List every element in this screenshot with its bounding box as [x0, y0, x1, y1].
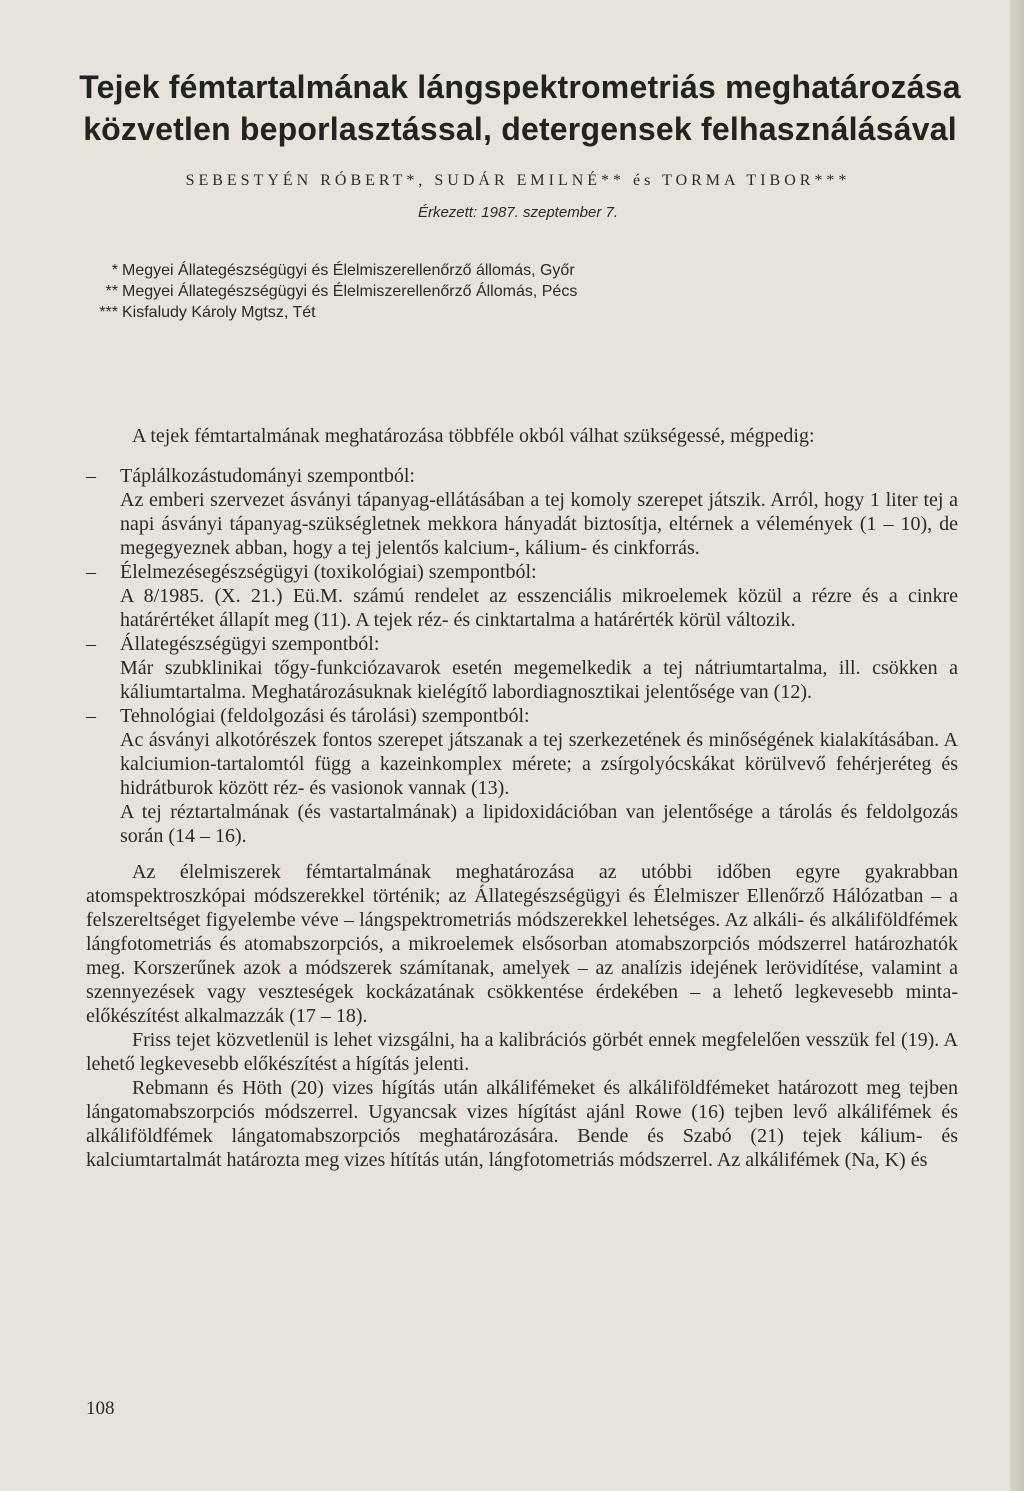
page-edge [1010, 0, 1024, 1491]
list-dash: – [86, 561, 96, 583]
list-paragraph: A 8/1985. (X. 21.) Eü.M. számú rendelet az esszenciális mikroelemek közül a rézre és a cinkre határértéket állapít meg (11). A tejek réz- és cinktartalma a határérték körül változik. [120, 585, 958, 631]
list-dash: – [86, 633, 96, 655]
list-paragraph: Az emberi szervezet ásványi tápanyag-ellátásában a tej komoly szerepet játszik. Arról, hogy 1 liter tej a napi ásványi tápanyag-szükségletnek mekkora hányadát biztosítja, eltérnek a vélemények (1 – 10), de megegyeznek abban, hogy a tej jelentős kalcium-, kálium- és cinkforrás. [120, 489, 958, 559]
affiliation-mark: ** [105, 283, 118, 300]
list-item [86, 704, 958, 848]
affiliation-3 [84, 302, 577, 323]
list-heading: Élelmezésegészségügyi (toxikológiai) szempontból: [120, 561, 537, 583]
affiliation-2 [84, 281, 577, 302]
affiliations [84, 260, 577, 323]
affiliation-mark: * [111, 262, 118, 279]
list-item [86, 464, 958, 560]
affiliation-1 [84, 260, 577, 281]
body-paragraph: Friss tejet közvetlenül is lehet vizsgálni, ha a kalibrációs görbét ennek megfelelően vesszük fel (19). A lehető legkevesebb előkészítést a hígítás jelenti. [86, 1029, 958, 1075]
authors: SEBESTYÉN RÓBERT*, SUDÁR EMILNÉ** és TORMA TIBOR*** [185, 172, 851, 189]
list-heading: Állategészségügyi szempontból: [120, 633, 380, 655]
article-title [60, 66, 980, 150]
list-item [86, 560, 958, 632]
page-number: 108 [86, 1398, 115, 1419]
body-paragraph: Az élelmiszerek fémtartalmának meghatározása az utóbbi időben egyre gyakrabban atomspektroszkópai módszerekkel történik; az Állategészségügyi és Élelmiszer Ellenőrző Hálózatban – a felszereltséget figyelembe véve – lángspektrometriás módszerekkel lehetséges. Az alkáli- és alkáliföldfémek lángfotometriás és atomabszorpciós, a mikroelemek elsősorban atomabszorpciós módszerrel határozhatók meg. Korszerűnek azok a módszerek számítanak, amelyek – az analízis idejének lerövidítése, valamint a szennyezések vagy veszteségek kockázatának csökkentése érdekében – a lehető legkevesebb minta-előkészítést alkalmazzák (17 – 18). [86, 861, 958, 1027]
list-paragraph: Ac ásványi alkotórészek fontos szerepet játszanak a tej szerkezetének és minőségének kialakításában. A kalciumion-tartalomtól függ a kazeinkomplex mérete; a zsírgolyócskákat körülvevő fehérjeréteg és hidrátburok között réz- és vasionok vannak (13). [120, 729, 958, 799]
list-dash: – [86, 465, 96, 487]
list-heading: Táplálkozástudományi szempontból: [120, 465, 415, 487]
list-paragraph: A tej réztartalmának (és vastartalmának) a lipidoxidációban van jelentősége a tárolás és feldolgozás során (14 – 16). [120, 801, 958, 847]
affiliation-text: Megyei Állategészségügyi és Élelmiszerellenőrző Állomás, Pécs [122, 283, 578, 300]
list-item [86, 632, 958, 704]
list-dash: – [86, 705, 96, 727]
article-body [86, 424, 958, 1172]
list-heading: Tehnológiai (feldolgozási és tárolási) szempontból: [120, 705, 530, 727]
affiliation-mark: *** [99, 304, 118, 321]
received-date: Érkezett: 1987. szeptember 7. [417, 204, 619, 221]
affiliation-text: Kisfaludy Károly Mgtsz, Tét [122, 304, 316, 321]
intro-paragraph: A tejek fémtartalmának meghatározása többféle okból válhat szükségessé, mégpedig: [132, 425, 815, 447]
body-paragraph: Rebmann és Höth (20) vizes hígítás után alkálifémeket és alkáliföldfémeket határozott meg tejben lángatomabszorpciós módszerrel. Ugyancsak vizes hígítást ajánl Rowe (16) tejben levő alkálifémek és alkáliföldfémek lángatomabszorpciós meghatározására. Bende és Szabó (21) tejek kálium- és kalciumtartalmát határozta meg vizes hítítás után, lángfotometriás módszerrel. Az alkálifémek (Na, K) és [86, 1077, 958, 1171]
list-paragraph: Már szubklinikai tőgy-funkciózavarok esetén megemelkedik a tej nátriumtartalma, ill. csökken a káliumtartalma. Meghatározásuknak kielégítő labordiagnosztikai jelentősége van (12). [120, 657, 958, 703]
affiliation-text: Megyei Állategészségügyi és Élelmiszerellenőrző állomás, Győr [122, 262, 575, 279]
title-line-2: közvetlen beporlasztással, detergensek felhasználásával [83, 111, 957, 147]
title-line-1: Tejek fémtartalmának lángspektrometriás meghatározása [79, 69, 961, 105]
